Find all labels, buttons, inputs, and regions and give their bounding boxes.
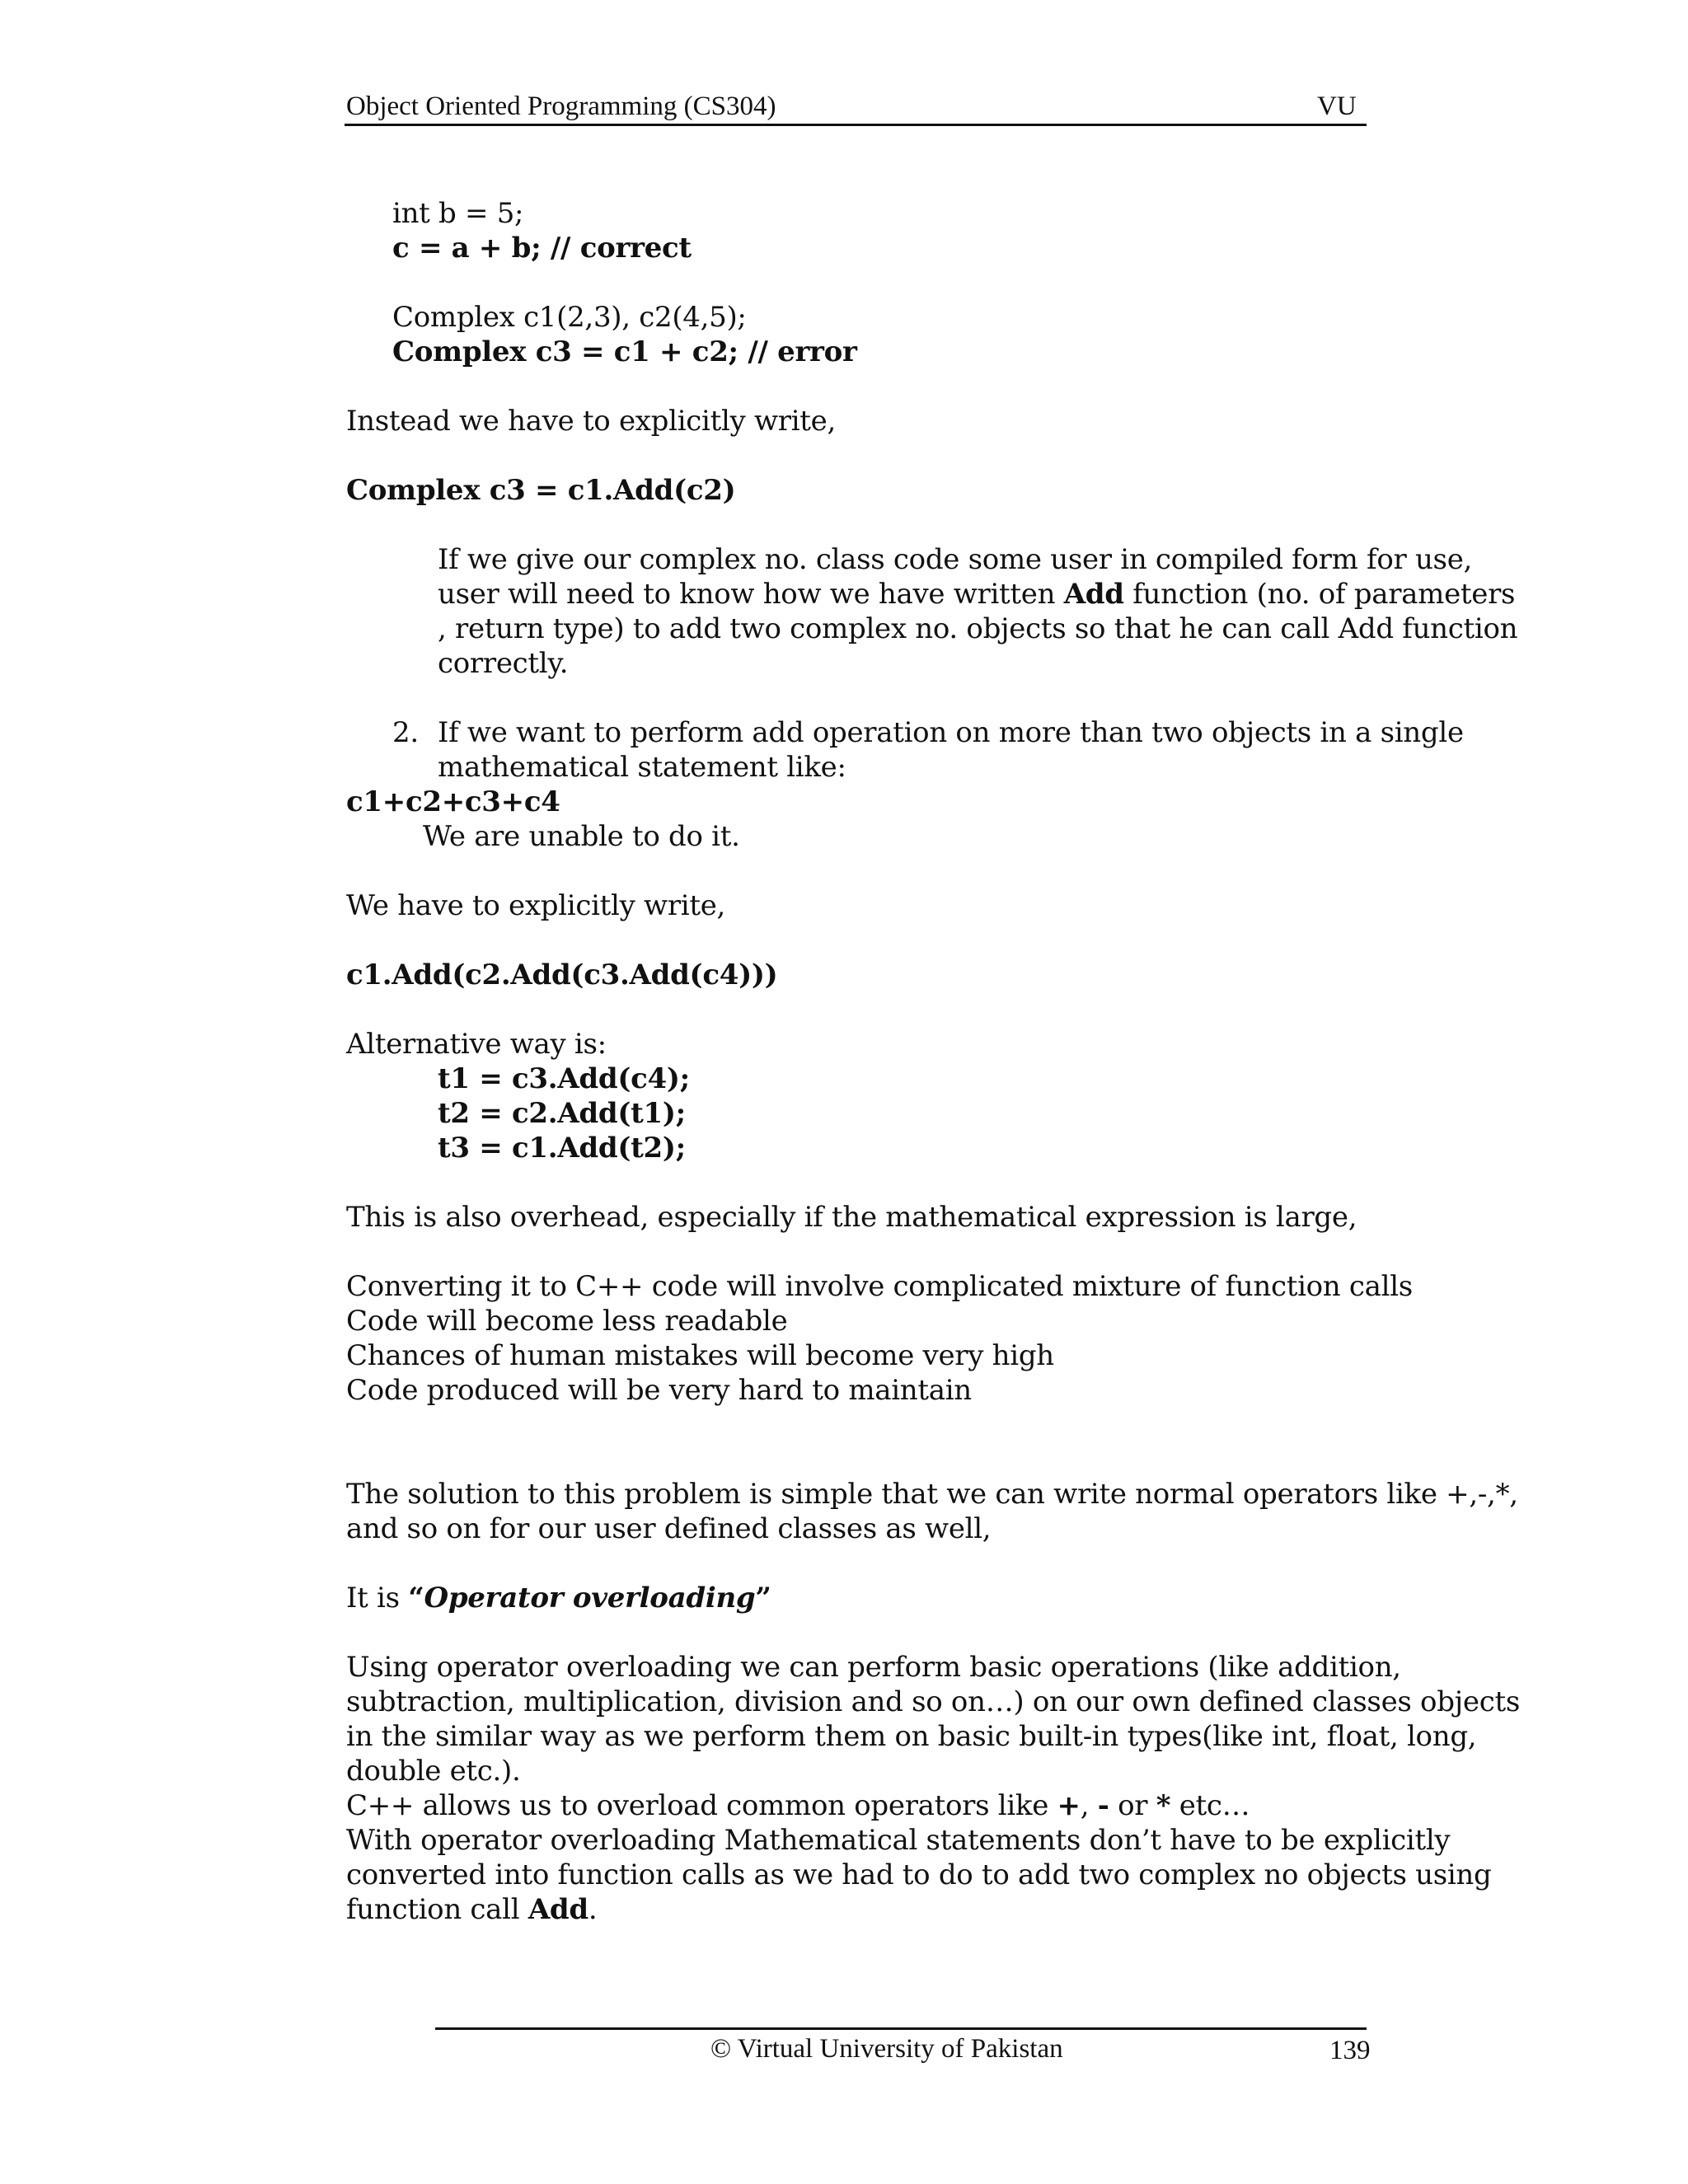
paragraph-line: subtraction, multiplication, division and so on…) on our own defined classes objects xyxy=(346,1685,1521,1718)
code-line: c1+c2+c3+c4 xyxy=(346,785,560,818)
paragraph-line: , return type) to add two complex no. objects so that he can call Add function xyxy=(438,612,1518,645)
paragraph-line: and so on for our user defined classes as well, xyxy=(346,1512,992,1545)
code-line: int b = 5; xyxy=(392,197,524,230)
code-line: Complex c1(2,3), c2(4,5); xyxy=(392,301,747,334)
paragraph-line: function call Add. xyxy=(346,1893,598,1926)
header-rule xyxy=(345,124,1367,126)
footer-copyright: © Virtual University of Pakistan xyxy=(710,2034,1063,2064)
code-line: c = a + b; // correct xyxy=(392,232,692,265)
paragraph-line: user will need to know how we have written Add function (no. of parameters xyxy=(438,578,1516,611)
code-line: t1 = c3.Add(c4); xyxy=(438,1062,690,1095)
header-course-title: Object Oriented Programming (CS304) xyxy=(346,91,776,121)
paragraph-line: double etc.). xyxy=(346,1755,521,1788)
page-number: 139 xyxy=(1329,2036,1371,2065)
paragraph-line: Using operator overloading we can perform basic operations (like addition, xyxy=(346,1651,1401,1684)
paragraph-line: in the similar way as we perform them on basic built-in types(like int, float, long, xyxy=(346,1720,1477,1753)
paragraph-line: With operator overloading Mathematical statements don’t have to be explicitly xyxy=(346,1824,1451,1857)
paragraph-line: correctly. xyxy=(438,647,569,680)
list-item-line: If we want to perform add operation on more than two objects in a single xyxy=(438,716,1464,749)
header-institution: VU xyxy=(1317,91,1357,121)
paragraph-line: It is “Operator overloading” xyxy=(346,1582,771,1615)
paragraph: Alternative way is: xyxy=(346,1028,607,1061)
paragraph: We have to explicitly write, xyxy=(346,889,726,922)
paragraph-line: Code will become less readable xyxy=(346,1305,788,1338)
paragraph-line: The solution to this problem is simple that we can write normal operators like +,-,*, xyxy=(346,1478,1518,1511)
code-line: t2 = c2.Add(t1); xyxy=(438,1097,686,1130)
paragraph: Instead we have to explicitly write, xyxy=(346,405,836,438)
code-line: Complex c3 = c1 + c2; // error xyxy=(392,335,857,368)
paragraph-line: Chances of human mistakes will become very high xyxy=(346,1339,1054,1372)
paragraph-line: If we give our complex no. class code some user in compiled form for use, xyxy=(438,543,1473,576)
paragraph-line: converted into function calls as we had to do to add two complex no objects using xyxy=(346,1858,1492,1891)
paragraph-line: Code produced will be very hard to maintain xyxy=(346,1374,972,1407)
paragraph-line: Converting it to C++ code will involve complicated mixture of function calls xyxy=(346,1270,1413,1303)
code-line: t3 = c1.Add(t2); xyxy=(438,1132,686,1165)
paragraph: We are unable to do it. xyxy=(423,820,740,853)
footer-rule xyxy=(435,2027,1367,2030)
paragraph: This is also overhead, especially if the mathematical expression is large, xyxy=(346,1201,1357,1234)
paragraph-line: C++ allows us to overload common operators like +, - or * etc… xyxy=(346,1789,1250,1822)
code-line: Complex c3 = c1.Add(c2) xyxy=(346,474,736,507)
code-line: c1.Add(c2.Add(c3.Add(c4))) xyxy=(346,958,778,991)
list-item-line: mathematical statement like: xyxy=(438,751,846,784)
list-number: 2. xyxy=(392,716,419,749)
